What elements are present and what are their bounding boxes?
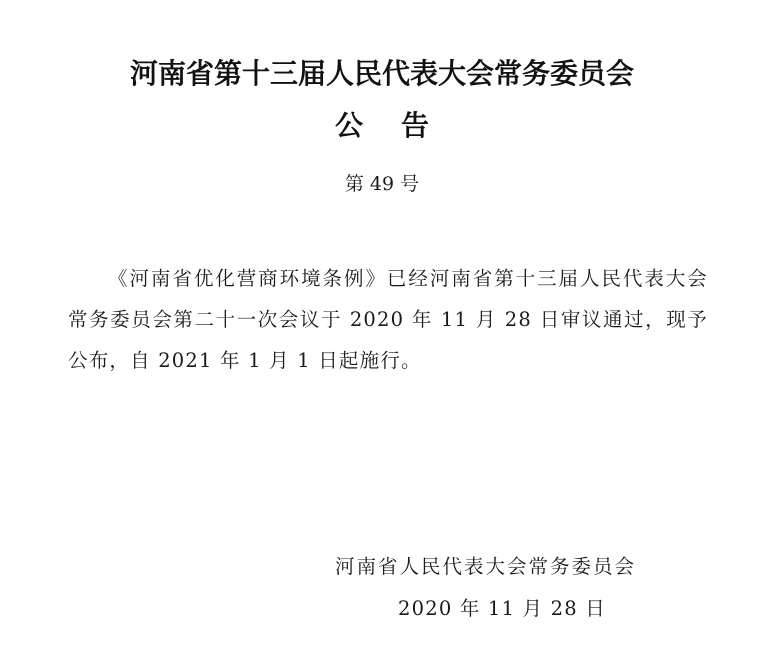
announcement-number: 第 49 号 [344, 173, 420, 195]
signature-organization: 河南省人民代表大会常务委员会 [335, 555, 637, 578]
signature-date: 2020 年 11 月 28 日 [398, 597, 606, 620]
announcement-body: 《河南省优化营商环境条例》已经河南省第十三届人民代表大会常务委员会第二十一次会议于 2020 年 11 月 28 日审议通过，现予公布，自 2021 年 1 月 1 日起施行。 [68, 267, 708, 372]
document-title: 河南省第十三届人民代表大会常务委员会 [129, 57, 634, 90]
document-subtitle: 公告 [334, 109, 467, 142]
